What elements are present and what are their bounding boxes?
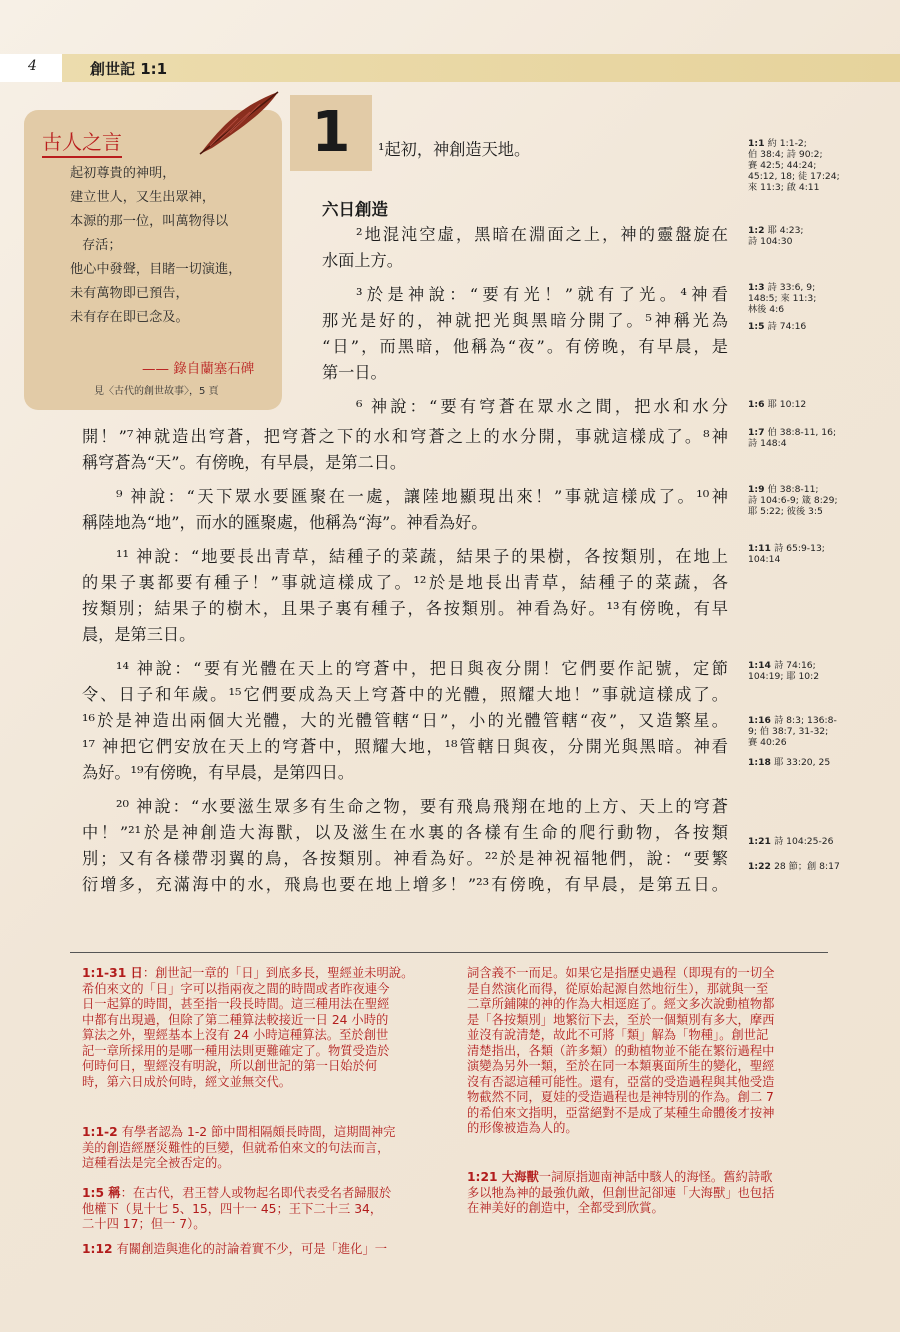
cross-ref-text: 伯 38:8-11; [767, 484, 819, 495]
note-text: 美的創造經歷災難性的巨變，但就希伯來文的句法而言， [82, 1140, 390, 1155]
note-text: 希伯來文的「日」字可以指兩夜之間的時間或者昨夜連今 [82, 981, 390, 996]
verse-line: ¹起初，神創造天地。 [378, 140, 531, 159]
cross-ref-text: 約 1:1-2; [767, 138, 807, 149]
note-line [82, 1242, 387, 1258]
verse-line: 稱陸地為“地”，而水的匯聚處，他稱為“海”。神看為好。 [82, 513, 488, 532]
note-ref: 1:1-2 [82, 1125, 118, 1139]
note-text: 並沒有說清楚，故此不可將「類」解為「物種」。創世記 [467, 1028, 769, 1042]
note-line [467, 1028, 768, 1044]
note-text: 有關創造與進化的討論着實不少，可是「進化」一 [112, 1242, 388, 1256]
note-line [467, 1059, 774, 1075]
cross-ref-text: 28 節；創 8:17 [774, 861, 840, 872]
note-text: 日一起算的時間，甚至指一段長時間。這三種用法在聖經 [82, 997, 390, 1011]
note-line [467, 1013, 774, 1029]
cross-ref-label: 1:3 [748, 282, 768, 293]
verse-line: 令、日子和年歲。¹⁵它們要成為天上穹蒼中的光體，照耀大地！”事就這樣成了。 [82, 685, 728, 704]
note-line [82, 1044, 389, 1060]
sidebar-citation: —— 錄自蘭塞石碑 [142, 361, 255, 377]
cross-ref-text: 104:19; 耶 10:2 [748, 671, 820, 682]
note-line [82, 1186, 391, 1202]
note-text: 物截然不同，夏娃的受造過程也是神特別的作為。創二 7 [467, 1090, 774, 1104]
cross-ref-label: 1:2 [748, 225, 768, 236]
note-line [82, 966, 413, 982]
note-ref: 1:21 大海獸 [467, 1170, 539, 1184]
cross-ref-label: 1:14 [748, 660, 775, 671]
cross-ref [748, 399, 806, 410]
note-line [467, 1044, 774, 1060]
cross-ref-text: 詩 65:9-13; [774, 543, 825, 554]
note-line [82, 1202, 382, 1218]
verse-line: ⁹ 神說：“天下眾水要匯聚在一處，讓陸地顯現出來！”事就這樣成了。¹⁰神 [116, 487, 728, 506]
note-line [82, 997, 389, 1013]
note-text: 詞含義不一而足。如果它是指歷史過程（即現有的一切全 [467, 966, 775, 980]
note-text: 這種看法是完全被否定的。 [82, 1156, 230, 1170]
note-line [82, 1141, 389, 1157]
cross-ref-label: 1:1 [748, 138, 768, 149]
verse-line: 按類別；結果子的樹木，且果子裏有種子，各按類別。神看為好。¹³有傍晚，有早 [82, 599, 728, 618]
cross-ref-text: 9; 伯 38:7, 31-32; [748, 726, 829, 737]
verse-line: 水面上方。 [322, 251, 403, 270]
cross-ref [748, 321, 806, 332]
note-text: 是「各按類別」地繁衍下去，至於一個類別有多大，摩西 [467, 1012, 775, 1027]
cross-ref-text: 來 11:3; 啟 4:11 [748, 182, 820, 193]
cross-ref-label: 1:18 [748, 757, 775, 768]
note-line [467, 966, 774, 982]
note-text: 是自然演化而得，從原始起源自然地衍生），那就與一至 [467, 981, 769, 996]
note-text: ：在古代，君王替人或物起名即代表受名者歸服於 [120, 1186, 392, 1200]
cross-ref [748, 138, 840, 193]
sidebar-title: 古人之言 [42, 126, 122, 158]
note-text: 清楚指出，各類（許多類）的動植物並不能在繁衍過程中 [467, 1043, 775, 1058]
note-text: 多以牠為神的最強仇敵，但創世記卻連「大海獸」也包括 [467, 1185, 775, 1200]
note-line [467, 1121, 578, 1137]
running-header: 創世記 1:1 [90, 60, 168, 78]
cross-ref [748, 427, 836, 449]
note-line [82, 1075, 291, 1091]
cross-ref [748, 543, 825, 565]
poem-line: 未有萬物即已預告， [70, 286, 189, 301]
note-ref: 1:1-31 日 [82, 966, 143, 980]
note-line [467, 1170, 772, 1186]
verse-line: 中！”²¹於是神創造大海獸，以及滋生在水裏的各樣有生命的爬行動物，各按類 [82, 823, 728, 842]
verse-line: ¹⁶於是神造出兩個大光體，大的光體管轄“日”，小的光體管轄“夜”，又造繁星。 [82, 711, 728, 730]
cross-ref [748, 861, 840, 872]
verse-line: 第一日。 [322, 363, 387, 382]
cross-ref-text: 伯 38:8-11, 16; [767, 427, 837, 438]
note-line [467, 997, 774, 1013]
cross-ref [748, 282, 816, 315]
note-line [467, 982, 768, 998]
note-text: ：創世記一章的「日」到底多長，聖經並未明說。 [142, 966, 414, 980]
verse-line: “日”，而黑暗，他稱為“夜”。有傍晚，有早晨，是 [322, 337, 728, 356]
cross-ref [748, 484, 838, 517]
cross-ref-text: 伯 38:4; 詩 90:2; [748, 149, 823, 160]
cross-ref-text: 耶 5:22; 彼後 3:5 [748, 506, 823, 517]
verse-line: ²地混沌空虛，黑暗在淵面之上，神的靈盤旋在 [356, 225, 728, 244]
cross-ref-label: 1:22 [748, 861, 775, 872]
verse-line: ²⁰ 神說：“水要滋生眾多有生命之物，要有飛鳥飛翔在地的上方、天上的穹蒼 [116, 797, 728, 816]
note-text: 有學者認為 1-2 節中間相隔頗長時間，這期間神完 [117, 1125, 396, 1139]
verse-line: 稱穹蒼為“天”。有傍晚，有早晨，是第二日。 [82, 453, 407, 472]
cross-ref-text: 賽 42:5; 44:24; [748, 160, 817, 171]
cross-ref-text: 耶 4:23; [767, 225, 804, 236]
note-line [82, 1217, 206, 1233]
note-line [82, 1028, 388, 1044]
verse-line: 別；又有各樣帶羽翼的鳥，各按類別。神看為好。²²於是神祝福牠們，說：“要繁 [82, 849, 728, 868]
sidebar-poem [70, 162, 241, 330]
note-text: 沒有否認這種可能性。還有，亞當的受造過程與其他受造 [467, 1074, 775, 1089]
cross-ref-label: 1:16 [748, 715, 775, 726]
verse-line: ¹⁷ 神把它們安放在天上的穹蒼中，照耀大地，¹⁸管轄日與夜，分開光與黑暗。神看 [82, 737, 728, 756]
note-line [82, 1059, 377, 1075]
verse-line: ⁶ 神說：“要有穹蒼在眾水之間，把水和水分 [356, 397, 728, 416]
cross-ref-label: 1:6 [748, 399, 768, 410]
sidebar-source: 見〈古代的創世故事〉，5 頁 [94, 386, 219, 397]
poem-line: 未有存在即已念及。 [70, 310, 189, 325]
cross-ref-text: 詩 74:16 [767, 321, 807, 332]
note-text: 中都有出現過，但除了第二種算法較接近一日 24 小時的 [82, 1012, 389, 1027]
note-text: 的希伯來文指明，亞當絕對不是成了某種生命體後才按神 [467, 1105, 775, 1120]
note-text: 何時何日，聖經沒有明說，所以創世記的第一日始於何 [82, 1059, 378, 1073]
quill-icon [190, 88, 282, 160]
section-heading: 六日創造 [322, 200, 388, 219]
cross-ref-text: 賽 40:26 [748, 737, 787, 748]
cross-ref-text: 詩 104:30 [748, 236, 793, 247]
verse-line: 的果子裏都要有種子！”事就這樣成了。¹²於是地長出青草，結種子的菜蔬，各 [82, 573, 728, 592]
cross-ref-text: 詩 33:6, 9; [767, 282, 816, 293]
note-line [467, 1075, 774, 1091]
note-line [467, 1186, 774, 1202]
note-text: 一詞原指迦南神話中駭人的海怪。舊約詩歌 [538, 1170, 773, 1184]
poem-line: 建立世人，又生出眾神， [70, 190, 216, 205]
cross-ref-text: 耶 33:20, 25 [774, 757, 831, 768]
cross-ref-text: 耶 10:12 [767, 399, 807, 410]
cross-ref-text: 詩 8:3; 136:8- [774, 715, 837, 726]
cross-ref-label: 1:21 [748, 836, 775, 847]
note-ref: 1:12 [82, 1242, 113, 1256]
cross-ref [748, 757, 830, 768]
note-line [82, 982, 389, 998]
note-line [467, 1106, 774, 1122]
verse-line: 那光是好的，神就把光與黑暗分開了。⁵神稱光為 [322, 311, 728, 330]
cross-ref-label: 1:5 [748, 321, 768, 332]
note-ref: 1:5 稱 [82, 1186, 121, 1200]
cross-ref [748, 836, 834, 847]
cross-ref-text: 104:14 [748, 554, 781, 565]
cross-ref-label: 1:7 [748, 427, 768, 438]
cross-ref [748, 660, 819, 682]
verse-line: ¹⁴ 神說：“要有光體在天上的穹蒼中，把日與夜分開！它們要作記號，定節 [116, 659, 728, 678]
cross-ref-text: 詩 104:25-26 [774, 836, 834, 847]
cross-ref-text: 148:5; 來 11:3; [748, 293, 817, 304]
cross-ref-label: 1:11 [748, 543, 775, 554]
sidebar-box [24, 110, 282, 410]
cross-ref-text: 詩 148:4 [748, 438, 787, 449]
note-text: 演變為另外一類，至於在同一本類裏面所生的變化，聖經 [467, 1059, 775, 1073]
notes-divider [70, 952, 828, 953]
cross-ref [748, 225, 804, 247]
cross-ref-text: 45:12, 18; 徒 17:24; [748, 171, 840, 182]
note-line [467, 1201, 664, 1217]
verse-line: ¹¹ 神說：“地要長出青草，結種子的菜蔬，結果子的果樹，各按類別，在地上 [116, 547, 728, 566]
verse-line: 為好。¹⁹有傍晚，有早晨，是第四日。 [82, 763, 354, 782]
cross-ref-text: 詩 74:16; [774, 660, 816, 671]
note-text: 的形像被造為人的。 [467, 1121, 578, 1135]
note-text: 二章所鋪陳的神的作為大相逕庭了。經文多次說動植物都 [467, 997, 775, 1011]
poem-line: 起初尊貴的神明， [70, 166, 176, 181]
cross-ref-label: 1:9 [748, 484, 768, 495]
cross-ref-text: 詩 104:6-9; 箴 8:29; [748, 495, 838, 506]
verse-line: ³於是神說：“要有光！”就有了光。⁴神看 [356, 285, 728, 304]
verse-line: 開！”⁷神就造出穹蒼，把穹蒼之下的水和穹蒼之上的水分開，事就這樣成了。⁸神 [82, 427, 728, 446]
poem-line: 存活； [82, 238, 122, 253]
note-line [82, 1125, 395, 1141]
cross-ref-text: 林後 4:6 [748, 304, 785, 315]
chapter-number: 1 [290, 95, 372, 171]
note-line [82, 1013, 388, 1029]
verse-line: 衍增多，充滿海中的水，飛鳥也要在地上增多！”²³有傍晚，有早晨，是第五日。 [82, 875, 728, 894]
note-text: 在神美好的創造中，全都受到欣賞。 [467, 1201, 664, 1215]
note-line [82, 1156, 230, 1172]
note-text: 二十四 17；但一 7）。 [82, 1217, 206, 1231]
poem-line: 本源的那一位，叫萬物得以 [70, 214, 229, 229]
page-number: 4 [28, 58, 37, 74]
poem-line: 他心中發聲，目睹一切演進， [70, 262, 242, 277]
verse-line: 晨，是第三日。 [82, 625, 196, 644]
note-text: 記一章所採用的是哪一種用法則更難確定了。物質受造於 [82, 1043, 390, 1058]
cross-ref [748, 715, 837, 748]
note-text: 時，第六日成於何時，經文並無交代。 [82, 1074, 292, 1089]
note-text: 他權下（見十七 5、15，四十一 45；王下二十三 34， [82, 1201, 383, 1216]
note-line [467, 1090, 774, 1106]
note-text: 算法之外，聖經基本上沒有 24 小時這種算法。至於創世 [82, 1028, 389, 1042]
